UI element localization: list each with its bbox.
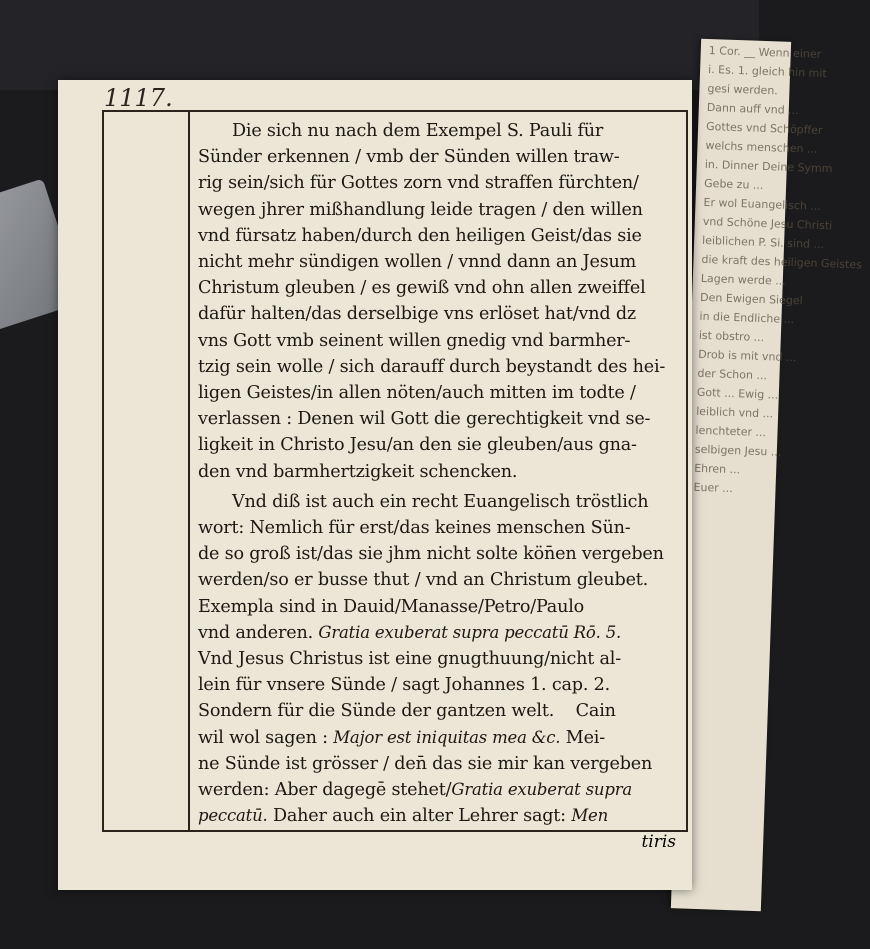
facing-page-line: Lagen werde ... <box>700 271 786 288</box>
text-line: ligkeit in Christo Jesu/an den sie gleuben/aus gna- <box>198 435 637 456</box>
text-fragment: werden: Aber dagegē stehet/ <box>198 780 452 801</box>
text-line: vnd fürsatz haben/durch den heiligen Geist/das sie <box>198 225 642 246</box>
text-fragment: Mei- <box>565 727 605 748</box>
text-line: wegen jhrer mißhandlung leide tragen / den willen <box>198 199 643 220</box>
text-fragment: Daher auch ein alter Lehrer sagt: <box>272 806 566 827</box>
text-block <box>188 118 686 829</box>
facing-page-line: leiblich vnd ... <box>695 404 774 421</box>
text-line: nicht mehr sündigen wollen / vnnd dann an Jesum <box>198 252 637 273</box>
facing-page-line: Er wol Euangelisch ... <box>703 195 822 213</box>
facing-page-line: i. Es. 1. gleich hin mit <box>707 62 827 81</box>
facing-page-lines <box>685 43 863 498</box>
facing-page-line: 1 Cor. __ Wenn einer <box>708 43 822 61</box>
facing-page-line: selbigen Jesu ... <box>694 442 782 459</box>
text-line: Vnd Jesus Christus ist eine gnugthuung/nicht al- <box>198 649 621 670</box>
facing-page-line: Den Ewigen Siegel <box>699 290 803 308</box>
facing-page-line: in die Endliche ... <box>699 309 795 327</box>
text-line: de so groß ist/das sie jhm nicht solte kön̄en vergeben <box>198 544 664 565</box>
text-line: dafür halten/das derselbige vns erlöset hat/vnd dz <box>198 304 636 325</box>
text-line: verlassen : Denen wil Gott die gerechtigkeit vnd se- <box>198 409 651 430</box>
facing-page-line: Gottes vnd Schöpffer <box>705 119 823 137</box>
facing-page-line: gesi werden. <box>707 81 779 98</box>
paragraph-1 <box>188 118 686 485</box>
text-fragment: vnd anderen. <box>198 622 313 643</box>
facing-page-line: in. Dinner Deine Symm <box>704 157 833 176</box>
paragraph-2 <box>188 489 686 830</box>
text-line: ne Sünde ist grösser / den̄ das sie mir kan vergeben <box>198 753 653 774</box>
text-fragment: wil wol sagen : <box>198 727 328 748</box>
latin-quote: Men <box>571 806 608 826</box>
text-line: Sünder erkennen / vmb der Sünden willen traw- <box>198 147 620 168</box>
facing-page-line: lenchteter ... <box>695 423 767 440</box>
text-line: Sondern für die Sünde der gantzen welt. Cain <box>198 701 616 722</box>
text-line: den vnd barmhertzigkeit schencken. <box>198 461 518 482</box>
text-line: vns Gott vmb seinent willen gnedig vnd barmher- <box>198 330 631 351</box>
catchword: tiris <box>641 832 676 852</box>
facing-page-line: Gott ... Ewig ... <box>696 385 779 402</box>
text-line <box>198 777 680 803</box>
facing-page-line: der Schon ... <box>697 366 768 383</box>
text-line <box>198 803 680 829</box>
facing-page-line: Drob is mit vnd ... <box>697 347 797 365</box>
facing-page-line: die kraft des heiligen Geistes <box>701 252 863 272</box>
facing-page-line: Gebe zu ... <box>703 176 764 192</box>
facing-page-line: ist obstro ... <box>698 328 765 345</box>
text-line: Christum gleuben / es gewiß vnd ohn allen zweiffel <box>198 278 646 299</box>
text-line: rig sein/sich für Gottes zorn vnd straffen fürchten/ <box>198 173 639 194</box>
facing-page-line: vnd Schöne Jesu Christi <box>702 214 833 233</box>
latin-quote: Gratia exuberat supra peccatū Rō. 5. <box>318 622 622 642</box>
background-top <box>0 0 759 90</box>
latin-quote: peccatū. <box>198 806 268 826</box>
page-number: 1117. <box>104 84 173 112</box>
text-line: lein für vnsere Sünde / sagt Johannes 1. cap. 2. <box>198 675 611 696</box>
text-line: ligen Geistes/in allen nöten/auch mitten im todte / <box>198 383 636 404</box>
text-frame <box>102 110 688 832</box>
text-line <box>198 725 680 751</box>
facing-page-line: Dann auff vnd ... <box>706 100 799 118</box>
text-line: Exempla sind in Dauid/Manasse/Petro/Paulo <box>198 596 585 617</box>
facing-page-line: Euer ... <box>693 480 733 496</box>
text-line: wort: Nemlich für erst/das keines menschen Sün- <box>198 518 631 539</box>
facing-page-line: welchs menschen ... <box>705 138 818 156</box>
text-line: Vnd diß ist auch ein recht Euangelisch tröstlich <box>232 491 649 512</box>
text-line <box>198 620 680 646</box>
latin-quote: Major est iniquitas mea &c. <box>333 727 561 747</box>
text-line: Die sich nu nach dem Exempel S. Pauli für <box>232 121 604 141</box>
text-line: werden/so er busse thut / vnd an Christum gleubet. <box>198 570 649 591</box>
book-page <box>58 80 692 890</box>
facing-page-line: Ehren ... <box>693 461 741 477</box>
facing-page-line: leiblichen P. Si. sind ... <box>701 233 825 252</box>
text-line: tzig sein wolle / sich darauff durch beystandt des hei- <box>198 356 666 377</box>
latin-quote: Gratia exuberat supra <box>451 780 633 800</box>
